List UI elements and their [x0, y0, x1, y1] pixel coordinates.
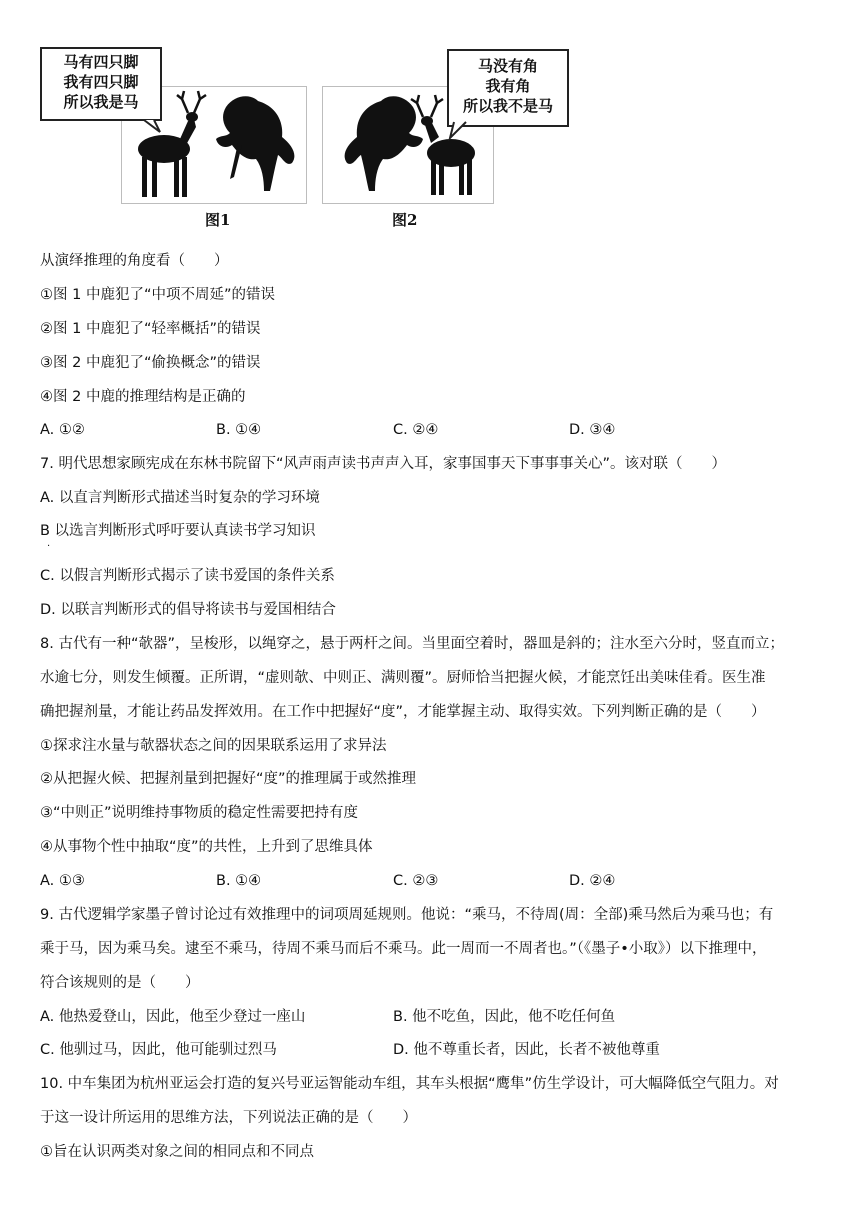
figure-2-caption: 图2	[392, 211, 418, 229]
q7-option-a: A. 以直言判断形式描述当时复杂的学习环境	[40, 490, 320, 506]
fig2-speech-bubble	[447, 49, 569, 127]
q6-item-3: ③图 2 中鹿犯了“偷换概念”的错误	[40, 355, 261, 371]
q9-line-1: 9. 古代逻辑学家墨子曾讨论过有效推理中的词项周延规则。他说：“乘马，不待周(周：全部)乘马然后为乘马也；有	[40, 907, 774, 923]
q7-option-b: B 以选言判断形式呼吁要认真读书学习知识	[40, 523, 316, 539]
q8-item-1: ①探求注水量与欹器状态之间的因果联系运用了求异法	[40, 738, 387, 754]
q6-option-c: C. ②④	[393, 422, 439, 438]
q8-option-b: B. ①④	[216, 873, 262, 889]
q9-option-d: D. 他不尊重长者，因此，长者不被他尊重	[393, 1042, 660, 1058]
q9-option-a: A. 他热爱登山，因此，他至少登过一座山	[40, 1009, 306, 1025]
fig2-bubble-line-3: 所以我不是马	[462, 97, 553, 115]
figure-1-caption: 图1	[205, 211, 231, 229]
fig1-speech-bubble	[40, 47, 162, 121]
q8-line-2: 水逾七分，则发生倾覆。正所谓，“虚则欹、中则正、满则覆”。厨师恰当把握火候，才能烹饪出美味佳肴。医生准	[40, 670, 766, 686]
q7-stem: 7. 明代思想家顾宪成在东林书院留下“风声雨声读书声声入耳，家事国事天下事事事关心”。该对联（ ）	[40, 456, 726, 472]
q7-option-c: C. 以假言判断形式揭示了读书爱国的条件关系	[40, 568, 335, 584]
q6-item-4: ④图 2 中鹿的推理结构是正确的	[40, 389, 246, 405]
q8-line-3: 确把握剂量，才能让药品发挥效用。在工作中把握好“度”，才能掌握主动、取得实效。下列判断正确的是（ ）	[40, 704, 766, 720]
q8-item-4: ④从事物个性中抽取“度”的共性，上升到了思维具体	[40, 839, 373, 855]
q9-option-c: C. 他驯过马，因此，他可能驯过烈马	[40, 1042, 277, 1058]
fig2-bubble-tail	[448, 120, 478, 142]
q9-line-3: 符合该规则的是（ ）	[40, 975, 200, 991]
q8-option-d: D. ②④	[569, 873, 616, 889]
q8-option-c: C. ②③	[393, 873, 439, 889]
q6-option-b: B. ①④	[216, 422, 262, 438]
q9-option-b: B. 他不吃鱼，因此，他不吃任何鱼	[393, 1009, 616, 1025]
q10-line-2: 于这一设计所运用的思维方法，下列说法正确的是（ ）	[40, 1110, 417, 1126]
q6-option-a: A. ①②	[40, 422, 85, 438]
q10-line-1: 10. 中车集团为杭州亚运会打造的复兴号亚运智能动车组，其车头根据“鹰隼”仿生学设计，可大幅降低空气阻力。对	[40, 1076, 779, 1092]
fig1-bubble-line-2: 我有四只脚	[63, 73, 139, 91]
fig2-bubble-line-1: 马没有角	[477, 57, 538, 75]
fig2-bubble-line-2: 我有角	[485, 77, 531, 95]
fig1-bubble-line-1: 马有四只脚	[63, 53, 139, 71]
q9-line-2: 乘于马，因为乘马矣。逮至不乘马，待周不乘马而后不乘马。此一周而一不周者也。”（《墨子•小取》）以下推理中，	[40, 941, 767, 957]
fig1-bubble-line-3: 所以我是马	[63, 93, 139, 111]
q8-line-1: 8. 古代有一种“欹器”，呈梭形，以绳穿之，悬于两杆之间。当里面空着时，器皿是斜的；注水至六分时，竖直而立；	[40, 636, 784, 652]
q6-item-2: ②图 1 中鹿犯了“轻率概括”的错误	[40, 321, 261, 337]
q6-option-d: D. ③④	[569, 422, 616, 438]
q8-option-a: A. ①③	[40, 873, 85, 889]
q7-stray-dot: .	[47, 538, 51, 549]
fig1-bubble-tail	[140, 118, 170, 138]
q8-item-3: ③“中则正”说明维持事物质的稳定性需要把持有度	[40, 805, 359, 821]
q10-item-1: ①旨在认识两类对象之间的相同点和不同点	[40, 1144, 314, 1160]
q7-option-d: D. 以联言判断形式的倡导将读书与爱国相结合	[40, 602, 336, 618]
q6-stem: 从演绎推理的角度看（ ）	[40, 253, 229, 269]
q8-item-2: ②从把握火候、把握剂量到把握好“度”的推理属于或然推理	[40, 771, 417, 787]
q6-item-1: ①图 1 中鹿犯了“中项不周延”的错误	[40, 287, 275, 303]
